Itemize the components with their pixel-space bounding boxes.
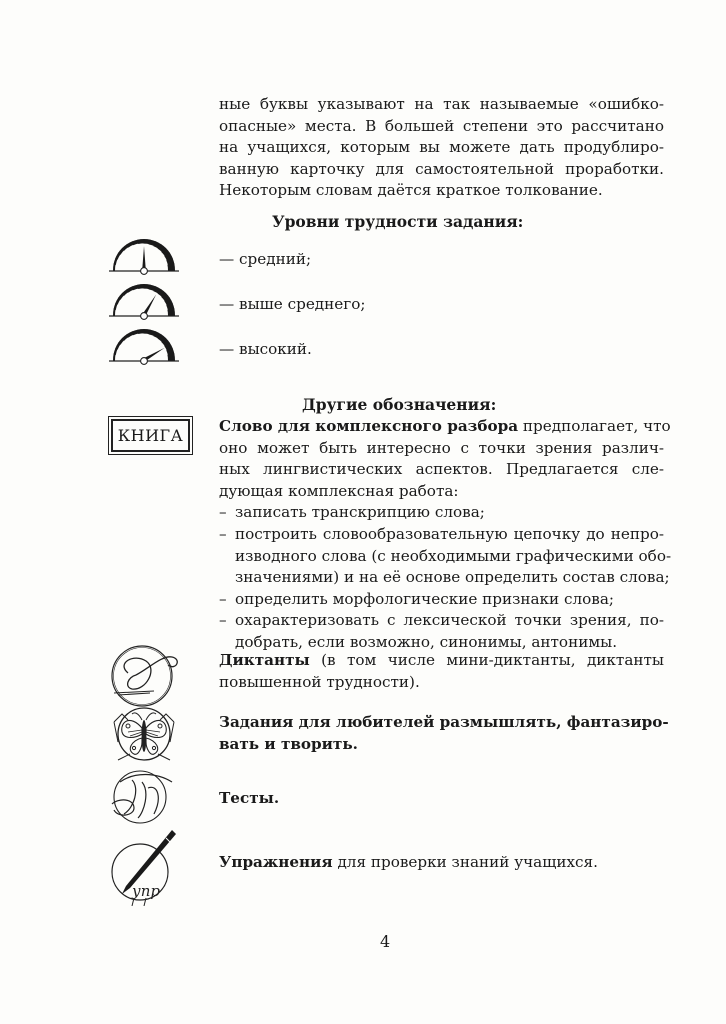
text-line: Слово для комплексного разбора предполагает, что	[219, 417, 671, 435]
text-line: оно может быть интересно с точки зрения различ-	[219, 438, 664, 457]
text-line: Некоторым словам даётся краткое толкование.	[219, 181, 603, 200]
gauge-hub	[141, 313, 148, 320]
intro-paragraph	[219, 94, 664, 202]
gauge-needle	[142, 246, 146, 270]
level-medium-label: — средний;	[219, 250, 312, 268]
difficulty-heading: Уровни трудности задания:	[272, 212, 524, 231]
dictation-monogram-icon	[106, 643, 186, 709]
creative-tasks-description	[219, 712, 669, 755]
gauge-high-icon	[108, 326, 180, 366]
text-line	[219, 788, 664, 810]
text-line: на учащихся, которым вы можете дать продублиро-	[219, 138, 664, 157]
exercises-description	[219, 852, 664, 874]
list-item: – построить словообразовательную цепочку до непро- изводного слова (с необходимыми графическими обо- значениями) и на её основе определить состав слова;	[219, 524, 672, 587]
text-line: вать и творить.	[219, 734, 358, 753]
list-item: – записать транскрипцию слова;	[219, 503, 485, 522]
gauge-medium-icon	[108, 236, 180, 276]
level-high-label: — высокий.	[219, 340, 312, 358]
list-item: – охарактеризовать с лексической точки зрения, по- добрать, если возможно, синонимы, антонимы.	[219, 611, 664, 651]
word-analysis-title: Слово для комплексного разбора	[219, 417, 519, 435]
gauge-hub	[141, 358, 148, 365]
list-item: – определить морфологические признаки слова;	[219, 589, 615, 608]
text-line: опасные» места. В большей степени это рассчитано	[219, 116, 664, 135]
gauge-hub	[141, 268, 148, 275]
dictation-description	[219, 650, 664, 693]
pen-caption: упр	[132, 882, 160, 900]
butterfly-icon	[108, 702, 180, 766]
text-line: ные буквы указывают на так называемые «ошибко-	[219, 95, 664, 113]
tests-description	[219, 788, 664, 810]
text-line: Задания для любителей размышлять, фантазиро-	[219, 713, 669, 731]
word-analysis-block	[219, 416, 672, 654]
text-line: ванную карточку для самостоятельной проработки.	[219, 159, 664, 178]
gauge-above-medium-icon	[108, 281, 180, 321]
text-line: повышенной трудности).	[219, 672, 420, 691]
word-analysis-badge: КНИГА	[111, 419, 190, 452]
other-designations-heading: Другие обозначения:	[302, 395, 497, 414]
text-line: ных лингвистических аспектов. Предлагается сле-	[219, 460, 664, 479]
text-line: Диктанты (в том числе мини-диктанты, диктанты	[219, 651, 664, 669]
exercises-title: Упражнения	[219, 853, 333, 871]
text-line: дующая комплексная работа:	[219, 481, 459, 500]
tests-monogram-icon	[104, 768, 178, 826]
dictation-title: Диктанты	[219, 651, 310, 669]
pen-exercise-icon	[106, 828, 182, 906]
level-above-medium-label: — выше среднего;	[219, 295, 366, 313]
page-number: 4	[380, 932, 391, 951]
text-line: Упражнения для проверки знаний учащихся.	[219, 853, 598, 871]
tests-title: Тесты.	[219, 789, 280, 807]
